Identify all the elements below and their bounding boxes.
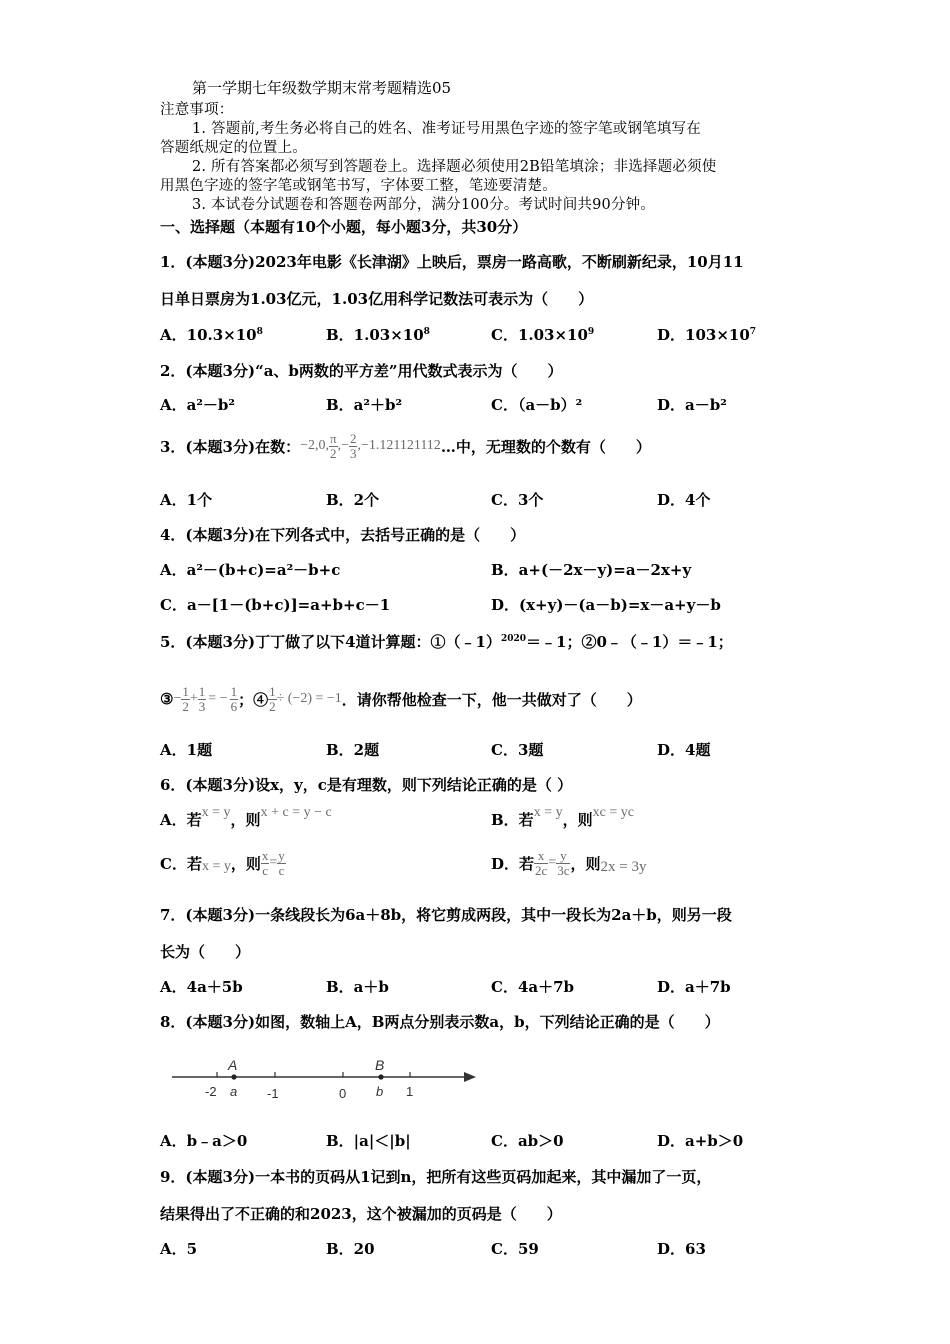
q3-option-b: B．2个 xyxy=(326,491,380,509)
q8-option-d: D．a+b＞0 xyxy=(657,1132,744,1150)
number-line-arrow-icon xyxy=(464,1072,476,1082)
q1-stem-line2: 日单日票房为1.03亿元，1.03亿用科学记数法可表示为（ ） xyxy=(160,290,594,308)
point-a-value: a xyxy=(230,1084,238,1099)
q2-option-a: A．a²－b² xyxy=(160,396,235,414)
tick-label-1: 1 xyxy=(406,1084,414,1099)
q6-option-d: D．若 $\frac{x}{2c}$ = $\frac{y}{3c}$ ，则 2x = 3y xyxy=(491,847,647,878)
number-line-figure xyxy=(160,1050,490,1106)
q5-stem-line1: 5．(本题3分)丁丁做了以下4道计算题：①（﹣1）$^{2020}$＝﹣1；②0﹣（﹣1）＝﹣1； xyxy=(160,633,733,651)
q1-option-d: D．$103\times 10^7$ xyxy=(657,326,757,344)
q3-option-d: D．4个 xyxy=(657,491,711,509)
notice-3: 3. 本试卷分试题卷和答题卷两部分，满分100分。考试时间共90分钟。 xyxy=(192,197,656,213)
q3-two-thirds-fraction: $\frac{2}{3}$ xyxy=(349,430,357,461)
q5-option-a: A．1题 xyxy=(160,741,213,759)
q6-c-frac-x: $\frac{x}{c}$ xyxy=(261,847,269,878)
point-a-dot xyxy=(231,1074,236,1079)
q9-option-d: D．63 xyxy=(657,1240,706,1258)
q7-stem-line1: 7．(本题3分)一条线段长为6a＋8b，将它剪成两段，其中一段长为2a＋b，则另一段 xyxy=(160,906,732,924)
q8-stem: 8．(本题3分)如图，数轴上A，B两点分别表示数a，b，下列结论正确的是（ ） xyxy=(160,1013,720,1031)
q8-option-b: B．|a|＜|b| xyxy=(326,1132,411,1150)
q4-option-d: D．(x+y)－(a－b)=x－a+y－b xyxy=(491,596,721,614)
q6-stem: 6．(本题3分)设x，y，c是有理数，则下列结论正确的是（ ） xyxy=(160,776,573,794)
q1-stem-line1: 1．(本题3分)2023年电影《长津湖》上映后，票房一路高歌，不断刷新纪录，10月11 xyxy=(160,253,744,271)
tick-label-neg2: -2 xyxy=(205,1084,217,1099)
q2-option-b: B．a²＋b² xyxy=(326,396,403,414)
q1-option-c: C．$1.03\times 10^9$ xyxy=(491,326,595,344)
q5-frac-half: $\frac{1}{2}$ xyxy=(182,683,189,714)
tick-label-neg1: -1 xyxy=(267,1086,279,1101)
notice-label: 注意事项： xyxy=(160,102,234,118)
page-title: 第一学期七年级数学期末常考题精选05 xyxy=(192,79,452,97)
point-b-dot xyxy=(378,1074,383,1079)
q8-option-c: C．ab＞0 xyxy=(491,1132,564,1150)
q8-option-a: A．b﹣a＞0 xyxy=(160,1132,248,1150)
q4-option-b: B．a+(－2x－y)=a－2x+y xyxy=(491,561,692,579)
q5-option-c: C．3题 xyxy=(491,741,544,759)
point-b-label: B xyxy=(375,1057,385,1073)
q6-option-a: A．若 x = y ，则 x + c = y − c xyxy=(160,805,332,829)
q2-option-d: D．a－b² xyxy=(657,396,727,414)
point-a-label: A xyxy=(228,1057,238,1073)
notice-1b: 答题纸规定的位置上。 xyxy=(160,140,307,156)
q7-option-d: D．a＋7b xyxy=(657,978,731,996)
q3-pi-fraction: $\frac{\pi}{2}$ xyxy=(329,430,337,461)
q6-c-frac-y: $\frac{y}{c}$ xyxy=(278,847,285,878)
q9-option-b: B．20 xyxy=(326,1240,375,1258)
notice-2b: 用黑色字迹的签字笔或钢笔书写，字体要工整，笔迹要清楚。 xyxy=(160,178,557,194)
q5-frac-third: $\frac{1}{3}$ xyxy=(198,683,206,714)
notice-1a: 1. 答题前,考生务必将自己的姓名、准考证号用黑色字迹的签字笔或钢笔填写在 xyxy=(192,121,701,137)
q5-stem-line2: ③ − $\frac{1}{2}$ + $\frac{1}{3}$ = − $\frac{1}{6}$ ；④ $\frac{1}{2}$ ÷ (−2) = −1 ．请你帮他检查一下，他一共做对了（ ） xyxy=(160,683,642,714)
q5-option-b: B．2题 xyxy=(326,741,380,759)
q4-option-c: C．a－[1－(b+c)]=a+b+c－1 xyxy=(160,596,391,614)
q6-d-frac-y: $\frac{y}{3c}$ xyxy=(557,847,570,878)
q5-frac-sixth: $\frac{1}{6}$ xyxy=(230,683,238,714)
q3-stem: 3．(本题3分)在数： −2,0, $\frac{\pi}{2}$ , − $\frac{2}{3}$ ,−1.121121112 …中，无理数的个数有（ ） xyxy=(160,430,651,461)
q3-option-a: A．1个 xyxy=(160,491,213,509)
q6-option-c: C．若 x = y ，则 $\frac{x}{c}$ = $\frac{y}{c}$ xyxy=(160,847,285,878)
q1-option-b: B．$1.03\times 10^8$ xyxy=(326,326,430,344)
q6-option-b: B．若 x = y ，则 xc = yc xyxy=(491,805,634,829)
q9-option-c: C．59 xyxy=(491,1240,539,1258)
q7-option-b: B．a＋b xyxy=(326,978,389,996)
point-b-value: b xyxy=(376,1084,384,1099)
section-title: 一、选择题（本题有10个小题，每小题3分，共30分） xyxy=(160,218,528,236)
q9-option-a: A．5 xyxy=(160,1240,198,1258)
q6-d-frac-x: $\frac{x}{2c}$ xyxy=(535,847,548,878)
q5-frac-half-2: $\frac{1}{2}$ xyxy=(269,683,276,714)
notice-2a: 2. 所有答案都必须写到答题卷上。选择题必须使用2B铅笔填涂；非选择题必须使 xyxy=(192,159,717,175)
q7-stem-line2: 长为（ ） xyxy=(160,943,251,961)
q9-stem-line2: 结果得出了不正确的和2023，这个被漏加的页码是（ ） xyxy=(160,1205,562,1223)
q2-stem: 2．(本题3分)“a、b两数的平方差”用代数式表示为（ ） xyxy=(160,362,563,380)
q4-option-a: A．a²－(b+c)=a²－b+c xyxy=(160,561,341,579)
tick-label-0: 0 xyxy=(339,1086,347,1101)
q9-stem-line1: 9．(本题3分)一本书的页码从1记到n，把所有这些页码加起来，其中漏加了一页， xyxy=(160,1168,712,1186)
q1-option-a: A．$10.3\times 10^8$ xyxy=(160,326,263,344)
q4-stem: 4．(本题3分)在下列各式中，去括号正确的是（ ） xyxy=(160,526,526,544)
q2-option-c: C．（a－b）² xyxy=(491,396,583,414)
q3-option-c: C．3个 xyxy=(491,491,544,509)
q7-option-a: A．4a＋5b xyxy=(160,978,243,996)
q7-option-c: C．4a＋7b xyxy=(491,978,575,996)
q5-option-d: D．4题 xyxy=(657,741,711,759)
